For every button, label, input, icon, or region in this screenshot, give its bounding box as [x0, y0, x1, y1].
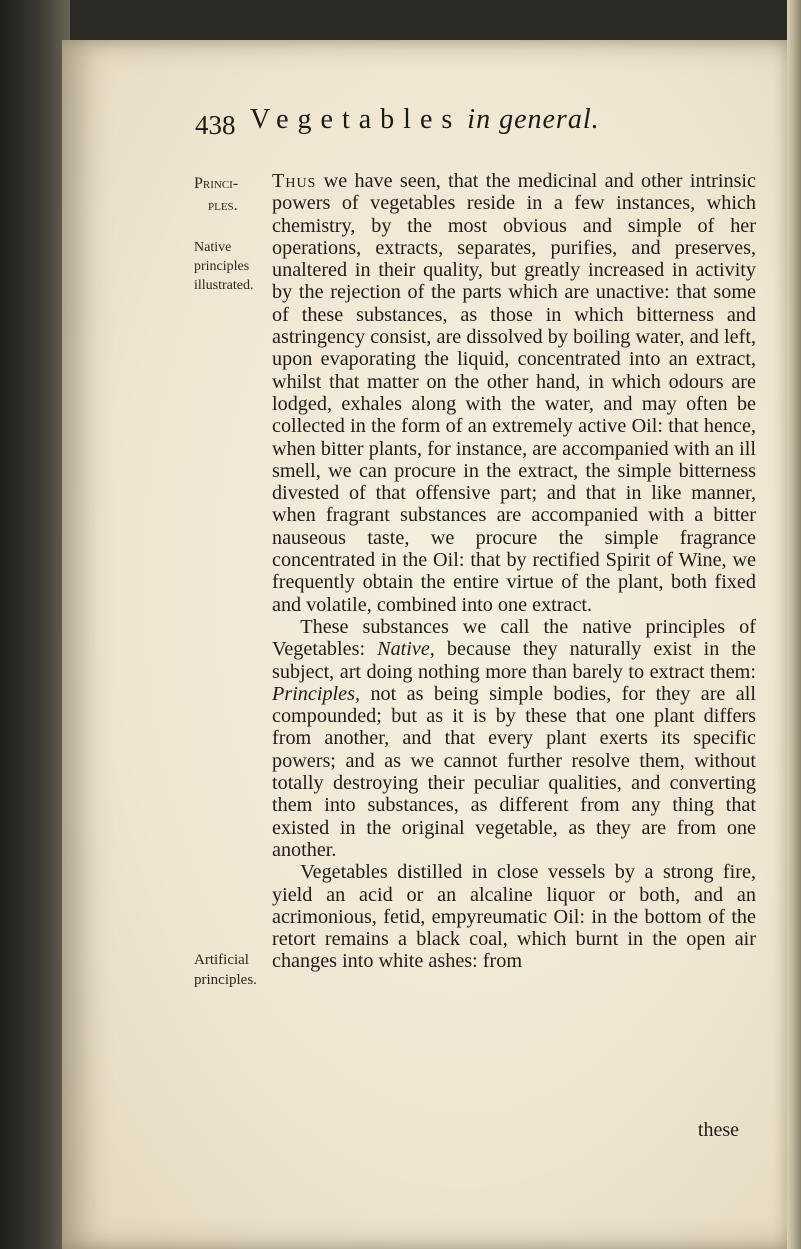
running-title-main: Vegetables	[250, 104, 462, 135]
book-spine-shadow	[0, 0, 70, 1249]
body-text	[272, 170, 756, 973]
paragraph-2-text-a: These substances we call the native principles of Vegetables:	[272, 615, 756, 661]
sidenote-native-principles	[194, 238, 266, 295]
sidenote-native-line2: principles	[194, 259, 250, 274]
sidenote-artificial-line1: Artificial	[194, 952, 249, 968]
paragraph-3-text: Vegetables distilled in close vessels by a strong fire, yield an acid or an alcaline liquor or both, and an acrimonious, fetid, empyreumatic Oil: in the bottom of the retort remains a black coal, which burnt in the open air changes into white ashes: from	[272, 861, 756, 973]
term-native: Native,	[377, 638, 435, 661]
running-title-italic: in general.	[467, 104, 600, 135]
paragraph-2	[272, 616, 756, 861]
sidenote-native-line3: illustrated.	[194, 278, 254, 293]
paragraph-1-text: we have seen, that the medicinal and other intrinsic powers of vegetables reside in a few instances, which chemistry, by the most obvious and simple of her operations, extracts, separates, purifies, and preserves, unaltered in their quality, but greatly increased in activity by the rejection of the parts which are unactive: that some of these substances, as those in which bitterness and astringency consist, are dissolved by boiling water, and left, upon evaporating the liquid, concentrated into an extract, whilst that matter on the other hand, in which odours are lodged, exhales along with the water, and may often be collected in the form of an extremely active Oil: that hence, when bitter plants, for instance, are accompanied with an ill smell, we can procure in the extract, the simple bitterness divested of that offensive part; and that in like manner, when fragrant substances are accompanied with a bitter nauseous taste, we procure the simple fragrance concentrated in the Oil: that by rectified Spirit of Wine, we frequently obtain the entire virtue of the plant, both fixed and volatile, combined into one extract.	[272, 170, 756, 616]
paragraph-lead-word: Thus	[272, 170, 317, 192]
running-title	[250, 104, 600, 136]
sidenote-principles-line1: Princi-	[194, 175, 239, 192]
page-number: 438	[195, 110, 236, 140]
paragraph-1	[272, 170, 756, 616]
page-edge	[787, 0, 801, 1249]
catchword: these	[697, 1119, 739, 1141]
sidenote-artificial-principles	[194, 950, 266, 990]
paragraph-2-text-c: not as being simple bodies, for they are all compounded; but as it is by these that one plant differs from another, and that every plant exerts its specific powers; and as we cannot further resolve them, without totally destroying their peculiar qualities, and converting them into substances, as different from any thing that existed in the original vegetable, as they are from one another.	[272, 682, 756, 861]
term-principles: Principles,	[272, 682, 361, 705]
page-header	[195, 104, 755, 144]
sidenote-artificial-line2: principles.	[194, 972, 257, 988]
sidenote-principles	[194, 173, 266, 217]
paragraph-3	[272, 861, 756, 972]
sidenote-native-line1: Native	[194, 240, 232, 255]
sidenote-principles-line2: ples.	[208, 197, 238, 214]
paragraph-2-text-b: because they naturally exist in the subject, art doing nothing more than barely to extract them:	[272, 638, 757, 683]
